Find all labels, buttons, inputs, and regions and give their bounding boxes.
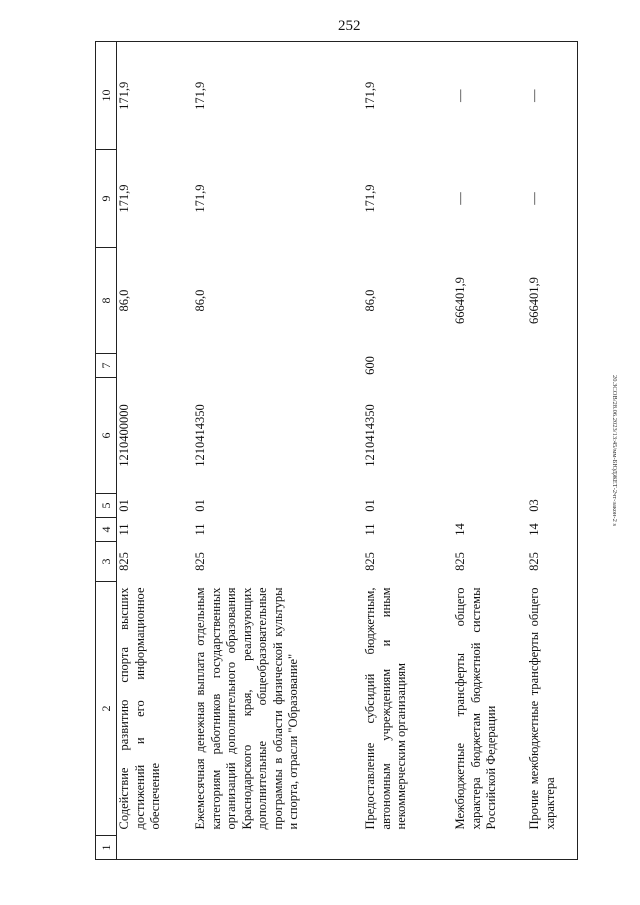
- table-row: [193, 42, 363, 860]
- col-header-3: 3: [96, 542, 117, 582]
- side-note: 20.ЗСОВ/28.06.2023/13:45/мм-БЮДЖЕТ-2чт-закон-2 s: [610, 374, 618, 526]
- cell-c4: 11: [193, 523, 207, 536]
- cell-c7: [193, 354, 363, 378]
- cell-c6: [527, 378, 578, 494]
- col-header-8: 8: [96, 248, 117, 354]
- cell-c5: 01: [363, 499, 377, 512]
- cell-c9: —: [527, 150, 578, 248]
- cell-c10: 171,9: [117, 42, 194, 150]
- cell-c10: 171,9: [363, 42, 453, 150]
- cell-c7: [453, 354, 527, 378]
- cell-c7: [527, 354, 578, 378]
- cell-c3: 825: [527, 542, 578, 582]
- table-row: [117, 42, 194, 860]
- col-header-6: 6: [96, 378, 117, 494]
- table-row: [363, 42, 453, 860]
- cell-c4: 11: [363, 523, 377, 536]
- row-name: Содействие развитию спорта высших достижений и его информационное обеспечение: [117, 587, 162, 830]
- header-row: [96, 42, 117, 860]
- cell-c8: 666401,9: [453, 277, 467, 324]
- page-number: 252: [338, 18, 361, 34]
- col-header-9: 9: [96, 150, 117, 248]
- cell-c7: [117, 354, 194, 378]
- cell-c9: 171,9: [193, 184, 207, 213]
- row-name: Прочие межбюджетные трансферты общего характера: [527, 582, 578, 836]
- cell-c6: [453, 378, 527, 494]
- cell-c5: 01: [193, 499, 207, 512]
- cell-c6: 1210414350: [193, 404, 207, 467]
- cell-c3: 825: [453, 552, 467, 571]
- col-header-4: 4: [96, 518, 117, 542]
- col-header-2: 2: [96, 582, 117, 836]
- cell-c3: 825: [363, 552, 377, 571]
- cell-c5: 03: [527, 494, 578, 518]
- cell-c10: 171,9: [193, 42, 363, 150]
- col-header-7: 7: [96, 354, 117, 378]
- row-name: Межбюджетные трансферты общего характера бюджетам бюджетной системы Российской Федерации: [453, 587, 498, 830]
- cell-c4: 14: [527, 518, 578, 542]
- col-header-1: 1: [96, 836, 117, 860]
- cell-c10: —: [453, 42, 527, 150]
- cell-c3: 825: [193, 552, 207, 571]
- cell-c6: 1210414350: [363, 404, 377, 467]
- table-row: [453, 42, 527, 860]
- cell-c9: —: [453, 192, 467, 205]
- cell-c9: 171,9: [117, 184, 131, 213]
- col-header-10: 10: [96, 42, 117, 150]
- budget-table-container: [95, 42, 585, 860]
- cell-c3: 825: [117, 552, 131, 571]
- table-row: [527, 42, 578, 860]
- cell-c5: [453, 494, 527, 518]
- cell-c8: 86,0: [193, 289, 207, 312]
- cell-c8: 86,0: [117, 289, 131, 312]
- cell-c8: 666401,9: [527, 248, 578, 354]
- cell-c4: 11: [117, 523, 131, 536]
- cell-c10: —: [527, 42, 578, 150]
- cell-c9: 171,9: [363, 184, 377, 213]
- cell-c5: 01: [117, 499, 131, 512]
- cell-c7: 600: [363, 356, 377, 375]
- cell-c4: 14: [453, 523, 467, 536]
- cell-c8: 86,0: [363, 289, 377, 312]
- col-header-5: 5: [96, 494, 117, 518]
- row-name: Ежемесячная денежная выплата отдельным категориям работников государственных организаций дополнительного образования Краснодарского края, реализующих дополнительные общеобразовательные программы в области физической культуры и спорта, отрасли "Образование": [193, 587, 300, 830]
- row-name: Предоставление субсидий бюджетным, автономным учреждениям и иным некоммерческим организациям: [363, 587, 408, 830]
- cell-c6: 1210400000: [117, 404, 131, 467]
- budget-table: [95, 41, 578, 860]
